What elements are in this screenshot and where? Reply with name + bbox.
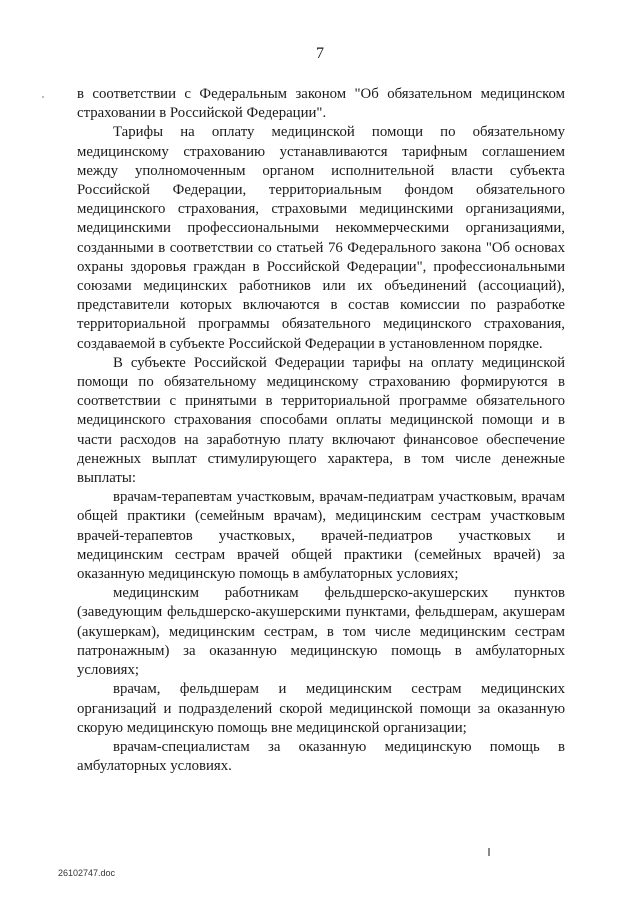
paragraph-continuation: в соответствии с Федеральным законом "Об обязательном медицинском страховании в Российской Федерации". (77, 86, 565, 122)
list-item-district-doctors: врачам-терапевтам участковым, врачам-педиатрам участковым, врачам общей практики (семейным врачам), медицинским сестрам участковым врачей-терапевтов участковых, врачей-педиатров участковых и медицинским сестрам врачей общей практики (семейных врачей) за оказанную медицинскую помощь в амбулаторных условиях; (77, 489, 565, 583)
paragraph-tariff-formation: В субъекте Российской Федерации тарифы на оплату медицинской помощи по обязательному медицинскому страхованию формируются в соответствии с принятыми в территориальной программе обязательного медицинского страхования способами оплаты медицинской помощи и в части расходов на заработную плату включают финансовое обеспечение денежных выплат стимулирующего характера, в том числе денежные выплаты: (77, 354, 565, 487)
scan-mark (488, 848, 490, 856)
scan-speck (42, 96, 44, 98)
list-item-feldsher-stations: медицинским работникам фельдшерско-акушерских пунктов (заведующим фельдшерско-акушерскими пунктами, фельдшерам, акушерам (акушеркам), медицинским сестрам, в том числе медицинским сестрам патронажным) за оказанную медицинскую помощь в амбулаторных условиях; (77, 585, 565, 679)
list-item-specialists: врачам-специалистам за оказанную медицинскую помощь в амбулаторных условиях. (77, 738, 565, 775)
document-body (77, 85, 565, 776)
paragraph-tariff-agreement: Тарифы на оплату медицинской помощи по обязательному медицинскому страхованию устанавливаются тарифным соглашением между уполномоченным органом исполнительной власти субъекта Российской Федерации, территориальным фондом обязательного медицинского страхования, страховыми медицинскими организациями, медицинскими профессиональными некоммерческими организациями, созданными в соответствии со статьей 76 Федерального закона "Об основах охраны здоровья граждан в Российской Федерации", профессиональными союзами медицинских работников или их объединений (ассоциаций), представители которых включаются в состав комиссии по разработке территориальной программы обязательного медицинского страхования, создаваемой в субъекте Российской Федерации в установленном порядке. (77, 124, 565, 352)
footer-doc-code: 26102747.doc (58, 868, 116, 878)
page-number: 7 (316, 45, 324, 62)
list-item-emergency-care: врачам, фельдшерам и медицинским сестрам медицинских организаций и подразделений скорой медицинской помощи за оказанную скорую медицинскую помощь вне медицинской организации; (77, 681, 565, 736)
